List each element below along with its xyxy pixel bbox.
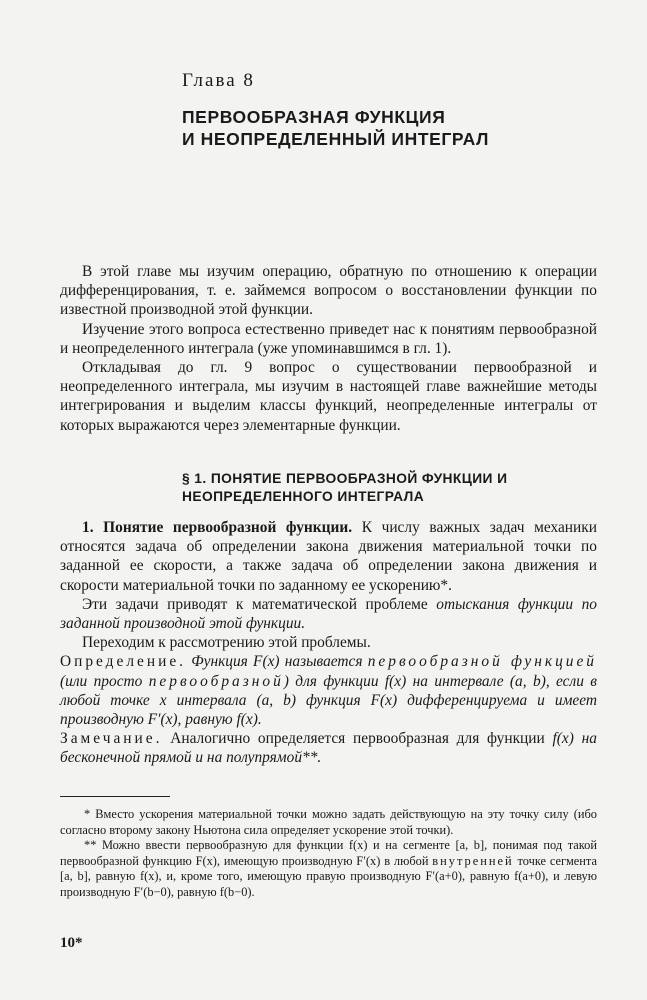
chapter-title-line-2: И НЕОПРЕДЕЛЕННЫЙ ИНТЕГРАЛ — [182, 129, 489, 149]
definition-label: Определение. — [60, 653, 186, 671]
subsection-p2-text: Эти задачи приводят к математической проблеме — [82, 595, 437, 613]
section-heading-line-1: § 1. ПОНЯТИЕ ПЕРВООБРАЗНОЙ ФУНКЦИИ И — [182, 471, 508, 486]
definition-text-2: (или просто — [60, 672, 149, 690]
remark-paragraph — [60, 729, 597, 767]
definition-text-1: Функция F(x) называется — [191, 653, 368, 671]
remark-italic: f(x) на бесконечной прямой и на полупрямой**. — [60, 730, 597, 767]
footnote-1: * Вместо ускорения материальной точки можно задать действующую на эту точку силу (ибо согласно второму закону Ньютона сила определяет ускорение этой точки). — [60, 807, 597, 837]
definition-text-3: ) для функции f(x) на интервале (a, b), если в любой точке x интервала (a, b) функция F(x) дифференцируема и имеет производную F′(x), равную f(x). — [60, 672, 597, 729]
section-heading-line-2: НЕОПРЕДЕЛЕННОГО ИНТЕГРАЛА — [182, 489, 425, 504]
footnote-divider — [60, 796, 170, 797]
chapter-label: Глава 8 — [182, 70, 255, 91]
definition-term-1: первообразной функцией — [367, 653, 598, 671]
footnotes — [60, 807, 597, 901]
intro-paragraph-1: В этой главе мы изучим операцию, обратную по отношению к операции дифференцирования, т. е. займемся вопросом о восстановлении функции по известной производной этой функции. — [60, 263, 597, 319]
chapter-title-line-1: ПЕРВООБРАЗНАЯ ФУНКЦИЯ — [182, 107, 446, 127]
subsection-title: 1. Понятие первообразной функции. — [82, 519, 353, 536]
subsection-p1-text: К числу важных задач механики относятся задача об определении закона движения материальной точки по заданной ее скорости, а также задача об определении закона движения и скорости материальной точки по заданному ее ускорению*. — [60, 519, 597, 594]
intro-paragraph-2: Изучение этого вопроса естественно приведет нас к понятиям первообразной и неопределенного интеграла (уже упоминавшимся в гл. 1). — [60, 320, 597, 357]
subsection-p2-italic: отыскания функции по заданной производной этой функции. — [60, 595, 597, 633]
section-body — [60, 518, 597, 768]
subsection-paragraph-3: Переходим к рассмотрению этой проблемы. — [82, 634, 371, 652]
page-number: 10* — [60, 935, 83, 951]
intro-paragraph-3: Откладывая до гл. 9 вопрос о существовании первообразной и неопределенного интеграла, мы изучим в настоящей главе важнейшие методы интегрирования и выделим классы функций, неопределенные интегралы от которых выражаются через элементарные функции. — [60, 359, 597, 434]
chapter-title — [182, 106, 489, 150]
footnote-2-text-b: точке сегмента [a, b], равную f(x), и, кроме того, имеющую правую производную F′(a+0), равную f(a+0), и левую производную F′(b−0), равную f(b−0). — [60, 853, 597, 899]
definition-term-2: первообразной — [148, 672, 284, 690]
section-heading — [182, 470, 507, 506]
remark-label: Замечание. — [60, 730, 163, 748]
footnote-2 — [60, 838, 597, 900]
footnote-2-text-a: ** Можно ввести первообразную для функции f(x) и на сегменте [a, b], понимая под такой первообразной функцию F(x), имеющую производную F′(x) в любой — [60, 838, 597, 868]
definition-paragraph — [60, 652, 597, 729]
subsection-paragraph-2 — [60, 595, 597, 633]
footnote-2-spaced-word: внутренней — [432, 853, 514, 868]
intro-text — [60, 262, 597, 435]
subsection-paragraph-1 — [60, 518, 597, 595]
remark-text: Аналогично определяется первообразная для функции — [162, 730, 553, 748]
